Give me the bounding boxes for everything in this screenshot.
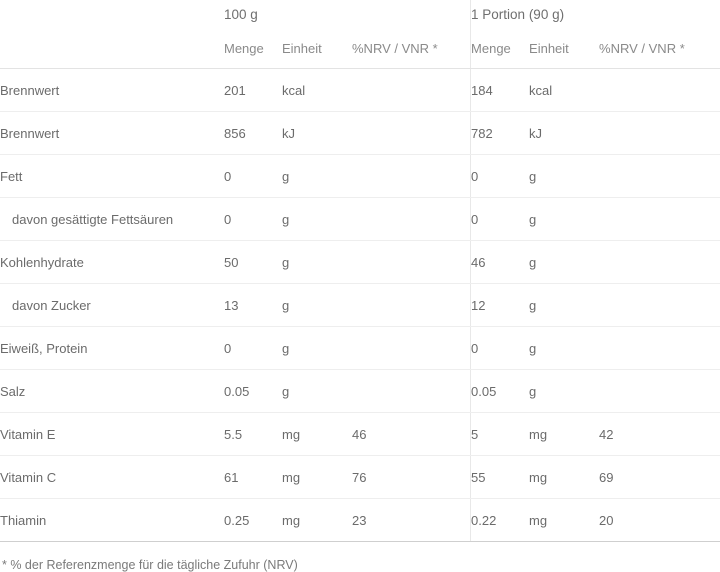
value-menge-portion: 0.05 (471, 370, 529, 413)
group-header-portion: 1 Portion (90 g) (471, 6, 565, 22)
value-menge-100g: 856 (224, 112, 282, 155)
nutrient-name: Vitamin C (0, 456, 224, 499)
value-nrv-portion: 20 (599, 499, 720, 542)
value-nrv-portion (599, 327, 720, 370)
value-einheit-portion: g (529, 155, 599, 198)
table-row (0, 327, 720, 370)
value-nrv-portion: 69 (599, 456, 720, 499)
value-nrv-portion (599, 370, 720, 413)
col-header-einheit-portion: Einheit (529, 28, 599, 69)
col-header-menge-portion: Menge (471, 28, 529, 69)
value-einheit-100g: g (282, 284, 352, 327)
nutrient-name: Brennwert (0, 69, 224, 112)
value-einheit-portion: kcal (529, 69, 599, 112)
value-menge-100g: 0 (224, 155, 282, 198)
value-einheit-100g: kJ (282, 112, 352, 155)
value-menge-100g: 50 (224, 241, 282, 284)
value-nrv-100g (352, 284, 470, 327)
nutrient-name: Brennwert (0, 112, 224, 155)
table-row (0, 456, 720, 499)
value-menge-portion: 0 (471, 155, 529, 198)
value-einheit-portion: kJ (529, 112, 599, 155)
value-menge-portion: 46 (471, 241, 529, 284)
value-menge-portion: 12 (471, 284, 529, 327)
value-menge-100g: 0.25 (224, 499, 282, 542)
value-einheit-100g: g (282, 370, 352, 413)
value-nrv-portion (599, 112, 720, 155)
table-row (0, 198, 720, 241)
value-menge-100g: 0 (224, 327, 282, 370)
table-row (0, 112, 720, 155)
value-menge-portion: 0 (471, 198, 529, 241)
value-nrv-portion (599, 155, 720, 198)
value-einheit-100g: mg (282, 456, 352, 499)
nutrient-name: Thiamin (0, 499, 224, 542)
value-einheit-100g: mg (282, 413, 352, 456)
group-header-row (0, 0, 720, 28)
table-row (0, 69, 720, 112)
col-header-einheit-100g: Einheit (282, 28, 352, 69)
value-nrv-100g (352, 370, 470, 413)
value-einheit-100g: g (282, 241, 352, 284)
table-row (0, 413, 720, 456)
value-einheit-100g: g (282, 327, 352, 370)
col-header-name (0, 28, 224, 69)
value-menge-portion: 782 (471, 112, 529, 155)
value-nrv-100g: 46 (352, 413, 470, 456)
value-nrv-portion (599, 198, 720, 241)
table-row (0, 370, 720, 413)
value-menge-100g: 201 (224, 69, 282, 112)
value-einheit-100g: mg (282, 499, 352, 542)
value-einheit-portion: mg (529, 413, 599, 456)
value-nrv-portion (599, 69, 720, 112)
value-einheit-portion: g (529, 327, 599, 370)
value-einheit-100g: kcal (282, 69, 352, 112)
nrv-footnote: * % der Referenzmenge für die tägliche Zufuhr (NRV) (2, 558, 298, 572)
value-menge-100g: 0 (224, 198, 282, 241)
nutrient-name: Salz (0, 370, 224, 413)
value-nrv-100g (352, 241, 470, 284)
value-menge-portion: 184 (471, 69, 529, 112)
nutrient-name: Fett (0, 155, 224, 198)
value-einheit-portion: g (529, 370, 599, 413)
value-menge-portion: 5 (471, 413, 529, 456)
table-row (0, 284, 720, 327)
column-header-row (0, 28, 720, 69)
value-einheit-portion: g (529, 284, 599, 327)
value-nrv-100g (352, 155, 470, 198)
value-einheit-portion: mg (529, 499, 599, 542)
value-menge-100g: 13 (224, 284, 282, 327)
value-menge-100g: 5.5 (224, 413, 282, 456)
value-menge-portion: 0 (471, 327, 529, 370)
value-nrv-100g: 76 (352, 456, 470, 499)
table-row (0, 155, 720, 198)
value-menge-portion: 55 (471, 456, 529, 499)
nutrient-name: Kohlenhydrate (0, 241, 224, 284)
nutrient-name: davon Zucker (0, 284, 224, 327)
nutrient-name: davon gesättigte Fettsäuren (0, 198, 224, 241)
value-nrv-100g (352, 112, 470, 155)
value-einheit-100g: g (282, 198, 352, 241)
value-einheit-portion: g (529, 198, 599, 241)
value-menge-100g: 61 (224, 456, 282, 499)
value-nrv-portion: 42 (599, 413, 720, 456)
value-einheit-portion: mg (529, 456, 599, 499)
nutrient-name: Vitamin E (0, 413, 224, 456)
value-menge-portion: 0.22 (471, 499, 529, 542)
col-header-nrv-100g: %NRV / VNR * (352, 28, 470, 69)
table-row (0, 499, 720, 542)
value-nrv-100g (352, 327, 470, 370)
col-header-menge-100g: Menge (224, 28, 282, 69)
group-header-blank (0, 0, 224, 28)
value-nrv-100g (352, 69, 470, 112)
value-menge-100g: 0.05 (224, 370, 282, 413)
value-nrv-portion (599, 284, 720, 327)
value-einheit-portion: g (529, 241, 599, 284)
value-nrv-portion (599, 241, 720, 284)
col-header-nrv-portion: %NRV / VNR * (599, 28, 720, 69)
value-nrv-100g (352, 198, 470, 241)
nutrient-name: Eiweiß, Protein (0, 327, 224, 370)
value-nrv-100g: 23 (352, 499, 470, 542)
group-header-100g: 100 g (224, 6, 258, 22)
table-row (0, 241, 720, 284)
value-einheit-100g: g (282, 155, 352, 198)
